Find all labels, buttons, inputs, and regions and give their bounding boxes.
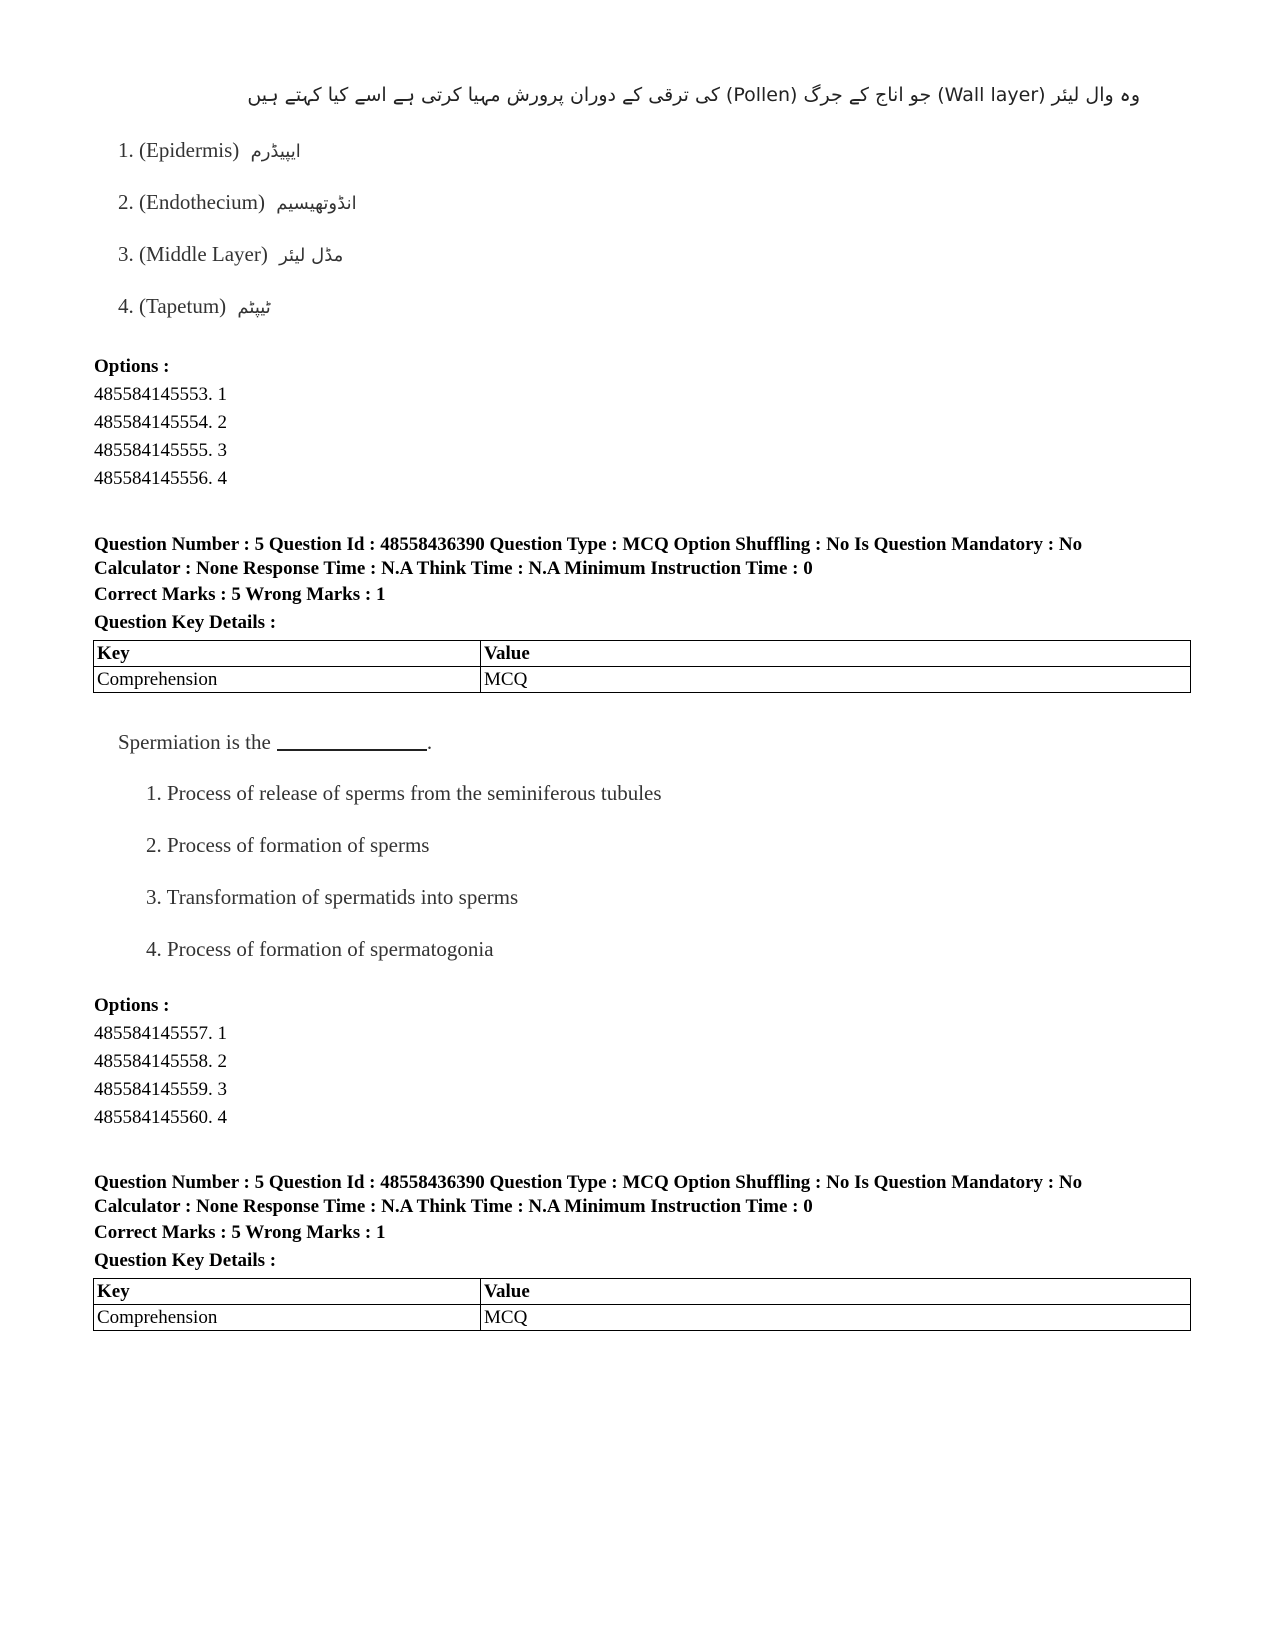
scan-choice-3: 3. Transformation of spermatids into sperms <box>146 885 519 909</box>
choice-number: 4. <box>118 294 134 318</box>
table-row <box>94 1305 1191 1331</box>
option-line: 485584145554. 2 <box>94 412 227 433</box>
fill-blank <box>277 749 427 751</box>
choice-urdu: مڈل لیئر <box>279 245 344 266</box>
option-line: 485584145556. 4 <box>94 468 227 489</box>
key-details-label: Question Key Details : <box>94 612 277 633</box>
option-line: 485584145558. 2 <box>94 1051 227 1072</box>
table-cell-key: Comprehension <box>94 667 481 693</box>
marks-line: Correct Marks : 5 Wrong Marks : 1 <box>94 584 386 605</box>
options-label: Options : <box>94 995 170 1016</box>
scan-choice-1: 1. Process of release of sperms from the seminiferous tubules <box>146 781 662 805</box>
table-header-row <box>94 1279 1191 1305</box>
table-header-value: Value <box>481 641 1191 667</box>
key-details-table <box>93 1278 1191 1331</box>
scan-choice-1 <box>118 138 301 163</box>
urdu-question-stem: وہ وال لیئر (Wall layer) جو اناج کے جرگ (Pollen) کی ترقی کے دوران پرورش مہیا کرتی ہے اسے کیا کہتے ہیں <box>247 84 1140 106</box>
choice-urdu: ایپیڈرم <box>250 141 301 162</box>
table-header-key: Key <box>94 641 481 667</box>
scan-choice-2 <box>118 190 357 215</box>
choice-number: 1. <box>118 138 134 162</box>
question-meta-line-1: Question Number : 5 Question Id : 48558436390 Question Type : MCQ Option Shuffling : No Is Question Mandatory : No <box>94 1172 1083 1193</box>
option-line: 485584145555. 3 <box>94 440 227 461</box>
table-header-key: Key <box>94 1279 481 1305</box>
choice-urdu: انڈوتھیسیم <box>276 193 357 214</box>
scan-choice-4 <box>118 294 271 319</box>
question-meta-line-1: Question Number : 5 Question Id : 48558436390 Question Type : MCQ Option Shuffling : No Is Question Mandatory : No <box>94 534 1083 555</box>
question-meta <box>94 533 1204 581</box>
option-line: 485584145559. 3 <box>94 1079 227 1100</box>
key-details-label: Question Key Details : <box>94 1250 277 1271</box>
question-stem-text: Spermiation is the <box>118 730 271 754</box>
choice-english: (Middle Layer) <box>139 242 268 266</box>
marks-line: Correct Marks : 5 Wrong Marks : 1 <box>94 1222 386 1243</box>
scan-choice-2: 2. Process of formation of sperms <box>146 833 430 857</box>
scan-choice-4: 4. Process of formation of spermatogonia <box>146 937 494 961</box>
table-cell-key: Comprehension <box>94 1305 481 1331</box>
option-line: 485584145560. 4 <box>94 1107 227 1128</box>
table-row <box>94 667 1191 693</box>
question-meta-line-2: Calculator : None Response Time : N.A Think Time : N.A Minimum Instruction Time : 0 <box>94 1196 813 1217</box>
option-line: 485584145557. 1 <box>94 1023 227 1044</box>
choice-english: (Endothecium) <box>139 190 265 214</box>
question-stem <box>118 730 432 755</box>
choice-english: (Epidermis) <box>139 138 240 162</box>
option-line: 485584145553. 1 <box>94 384 227 405</box>
scan-choice-3 <box>118 242 343 267</box>
choice-number: 2. <box>118 190 134 214</box>
table-cell-value: MCQ <box>481 1305 1191 1331</box>
choice-english: (Tapetum) <box>139 294 227 318</box>
table-header-row <box>94 641 1191 667</box>
choice-number: 3. <box>118 242 134 266</box>
key-details-table <box>93 640 1191 693</box>
choice-urdu: ٹیپٹم <box>237 297 271 318</box>
table-header-value: Value <box>481 1279 1191 1305</box>
stem-end: . <box>426 730 433 754</box>
options-label: Options : <box>94 356 170 377</box>
question-meta-line-2: Calculator : None Response Time : N.A Think Time : N.A Minimum Instruction Time : 0 <box>94 558 813 579</box>
question-meta <box>94 1171 1204 1219</box>
table-cell-value: MCQ <box>481 667 1191 693</box>
